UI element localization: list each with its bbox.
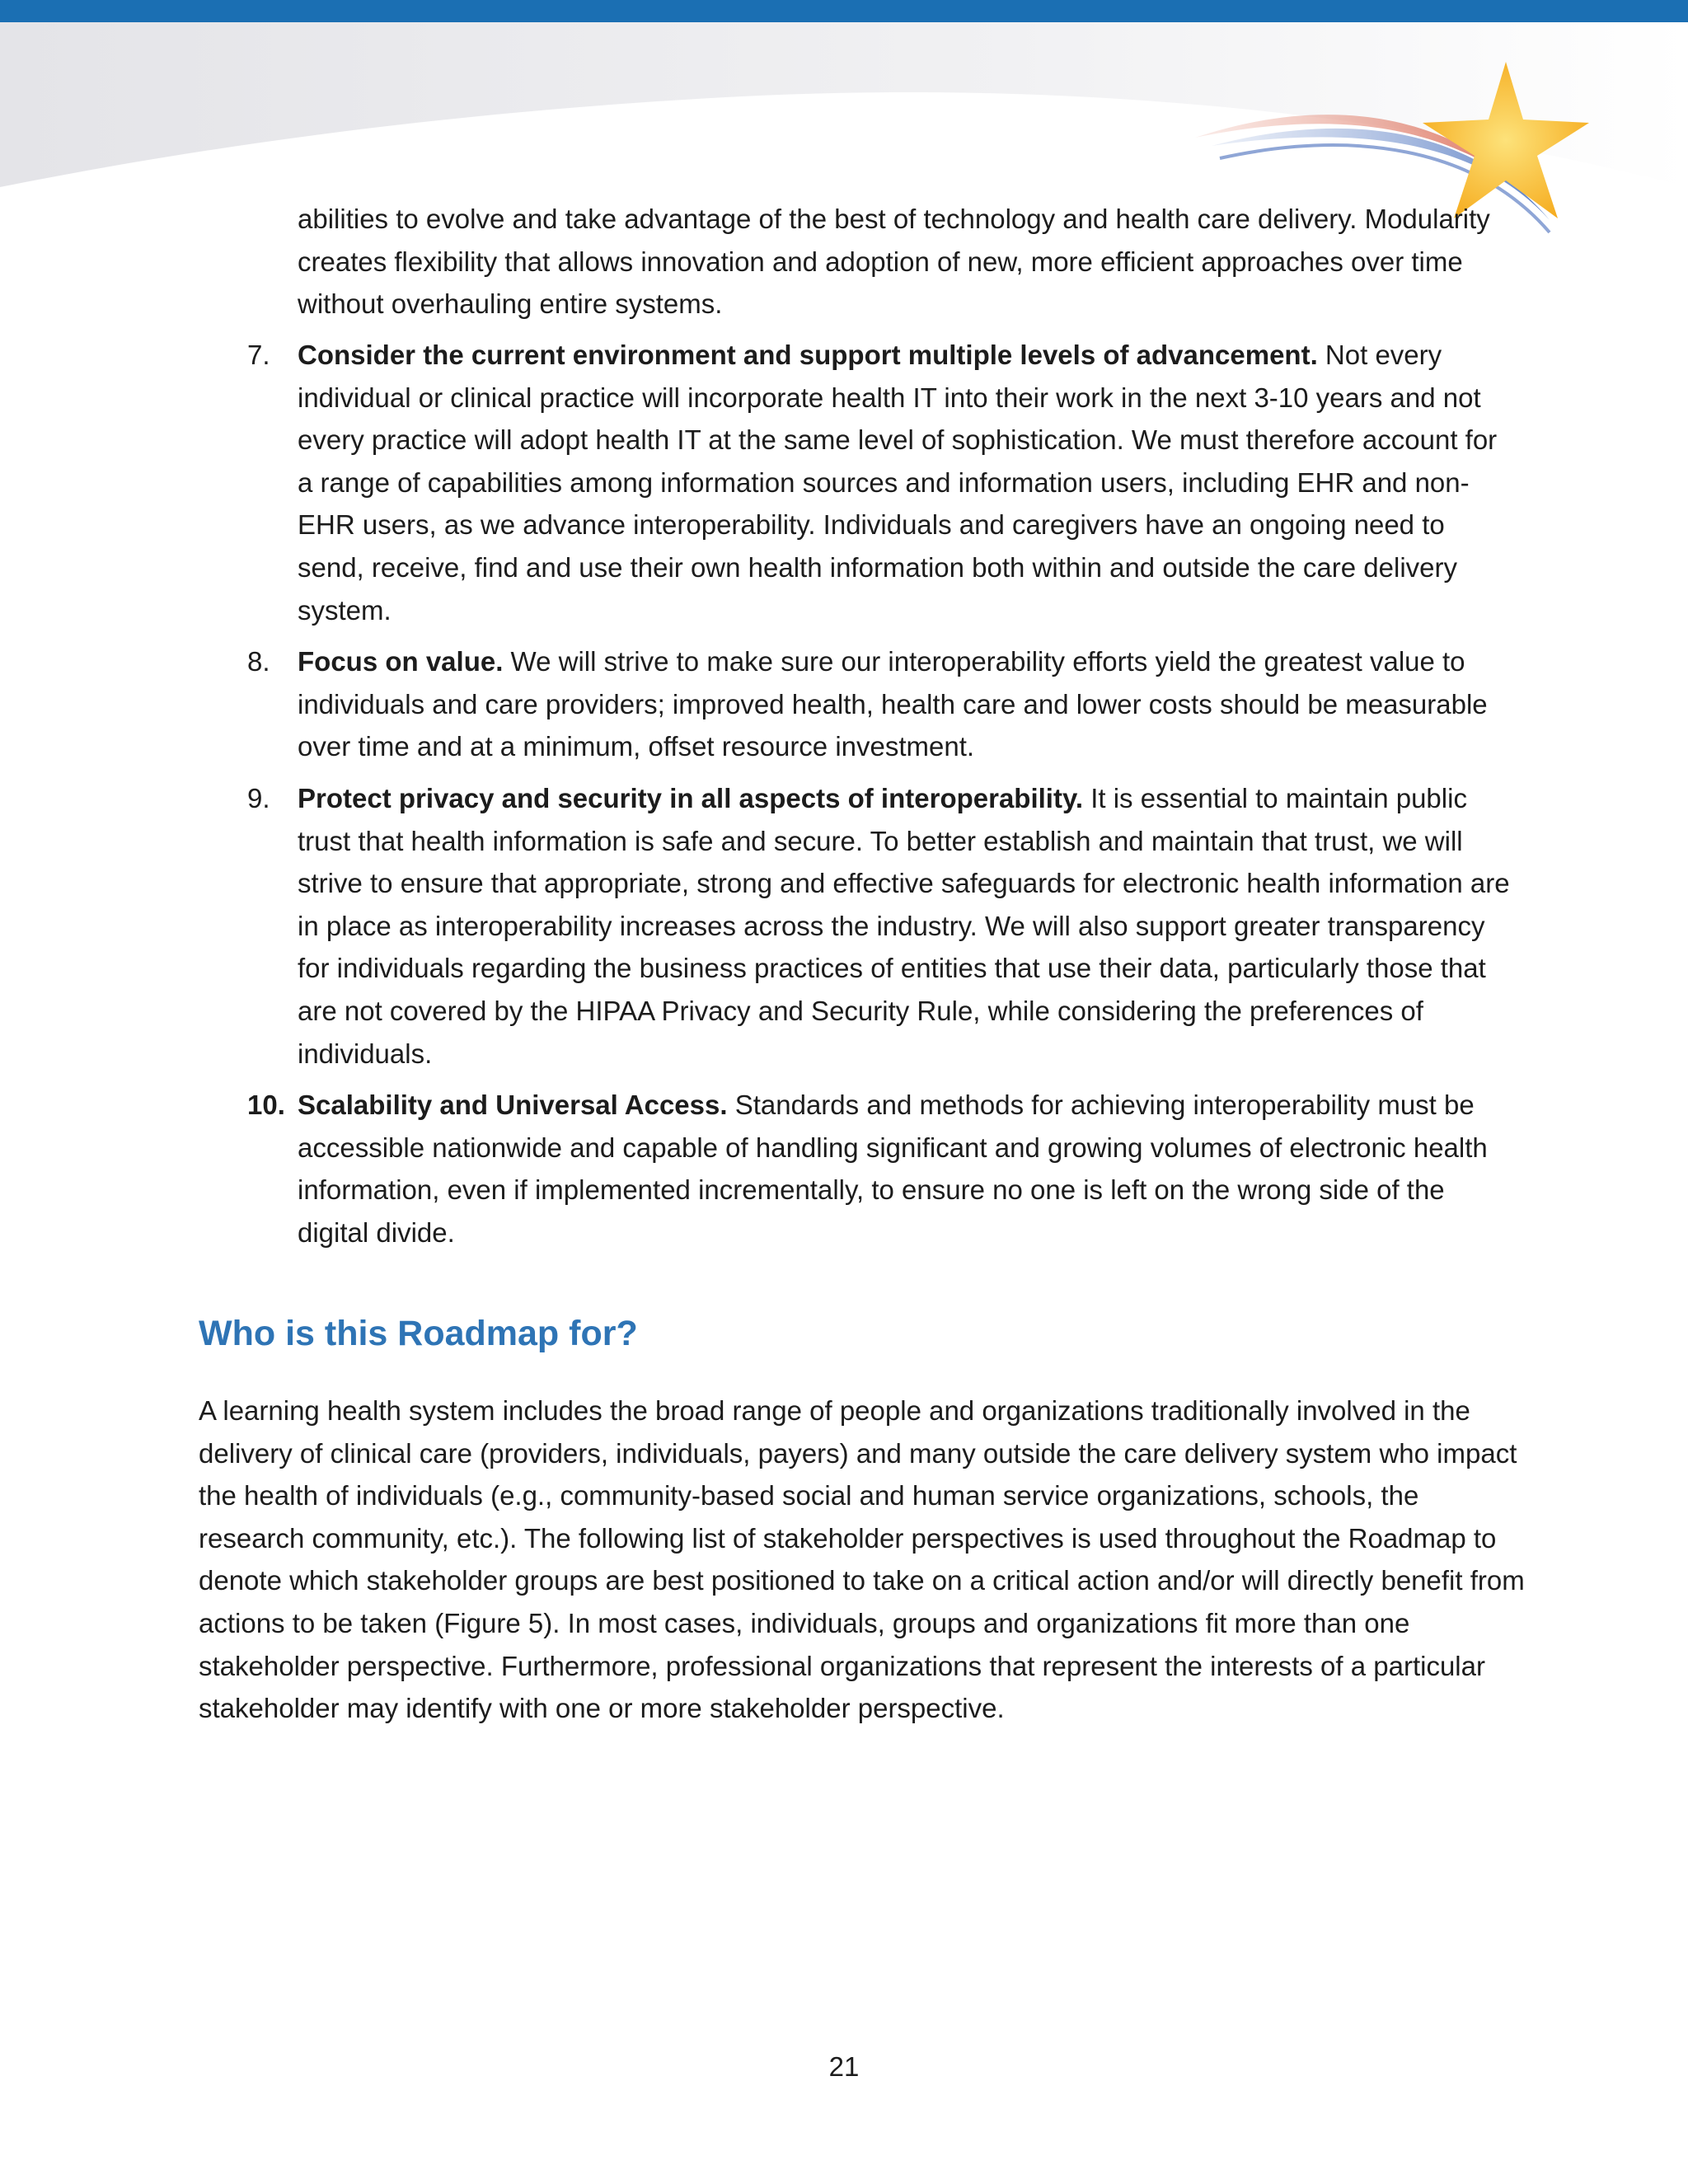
list-item-body: Not every individual or clinical practice will incorporate health IT into their work in the next 3-10 years and not every practice will adopt health IT at the same level of sophistication. We must therefore account for a range of capabilities among information sources and information users, including EHR and non-EHR users, as we advance interoperability. Individuals and caregivers have an ongoing need to send, receive, find and use their own health information both within and outside the care delivery system. [298, 340, 1498, 626]
list-item-number: 8. [247, 646, 270, 677]
list-item-number: 7. [247, 340, 270, 370]
list-item-text [298, 1084, 1513, 1254]
list-item-title: Scalability and Universal Access. [298, 1090, 728, 1121]
list-item-body: We will strive to make sure our interoperability efforts yield the greatest value to individuals and care providers; improved health, health care and lower costs should be measurable over time and at a minimum, offset resource investment. [298, 646, 1488, 762]
list-item-title: Focus on value. [298, 646, 504, 677]
continued-paragraph: abilities to evolve and take advantage of the best of technology and health care delivery. Modularity creates flexibility that allows innovation and adoption of new, more efficient approaches over time without overhauling entire systems. [298, 204, 1490, 320]
list-item [0, 1084, 1688, 1254]
list-item-number: 9. [247, 782, 270, 813]
section-paragraph: A learning health system includes the broad range of people and organizations traditionally involved in the delivery of clinical care (providers, individuals, payers) and many outside the care delivery system who impact the health of individuals (e.g., community-based social and human service organizations, schools, the research community, etc.). The following list of stakeholder perspectives is used throughout the Roadmap to denote which stakeholder groups are best positioned to take on a critical action and/or will directly benefit from actions to be taken (Figure 5). In most cases, individuals, groups and organizations fit more than one stakeholder perspective. Furthermore, professional organizations that represent the interests of a particular stakeholder may identify with one or more stakeholder perspective. [199, 1395, 1525, 1724]
principles-list [0, 334, 1688, 1263]
list-item-number: 10. [247, 1090, 285, 1121]
page-number: 21 [828, 2051, 860, 2082]
list-item-text [298, 640, 1513, 768]
list-item [0, 640, 1688, 768]
section-heading: Who is this Roadmap for? [199, 1314, 638, 1353]
list-item-body: Standards and methods for achieving interoperability must be accessible nationwide and capable of handling significant and growing volumes of electronic health information, even if implemented incrementally, to ensure no one is left on the wrong side of the digital divide. [298, 1090, 1488, 1248]
header-bar [0, 0, 1688, 22]
list-item-body: It is essential to maintain public trust that health information is safe and secure. To better establish and maintain that trust, we will strive to ensure that appropriate, strong and effective safeguards for electronic health information are in place as interoperability increases across the industry. We will also support greater transparency for individuals regarding the business practices of entities that use their data, particularly those that are not covered by the HIPAA Privacy and Security Rule, while considering the preferences of individuals. [298, 782, 1510, 1069]
list-item-text [298, 777, 1513, 1075]
list-item [0, 777, 1688, 1075]
list-item [0, 334, 1688, 631]
list-item-text [298, 334, 1513, 631]
list-item-title: Consider the current environment and support multiple levels of advancement. [298, 340, 1318, 370]
list-item-title: Protect privacy and security in all aspects of interoperability. [298, 782, 1084, 813]
